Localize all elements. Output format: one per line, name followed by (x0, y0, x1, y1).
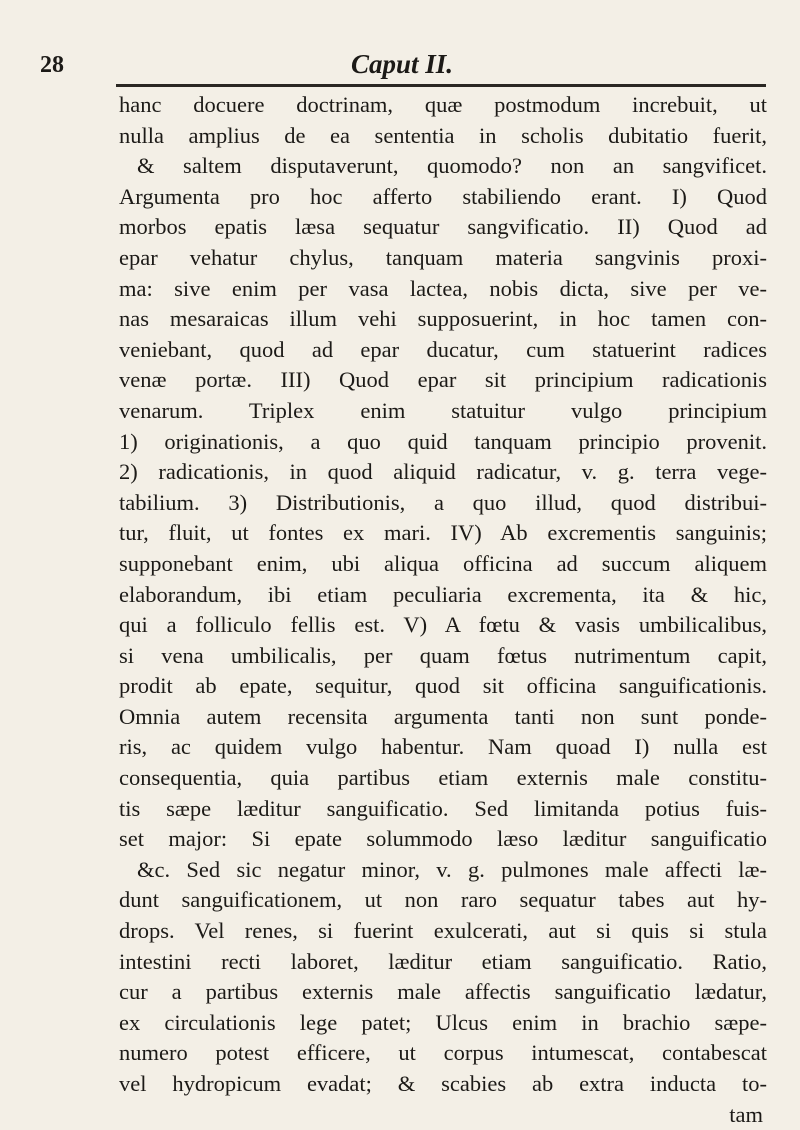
text-line: consequentia, quia partibus etiam externis male constitu- (119, 765, 767, 791)
text-line: tis sæpe læditur sanguificatio. Sed limitanda potius fuis- (119, 795, 767, 821)
text-line: ex circulationis lege patet; Ulcus enim in brachio sæpe- (119, 1009, 767, 1035)
text-line: set major: Si epate solummodo læso læditur sanguificatio (119, 826, 767, 852)
text-line: Argumenta pro hoc afferto stabiliendo erant. I) Quod (119, 183, 767, 209)
page-number: 28 (40, 52, 64, 78)
text-line: numero potest efficere, ut corpus intumescat, contabescat (119, 1040, 767, 1066)
running-head: Caput II. (351, 49, 454, 79)
text-line: & saltem disputaverunt, quomodo? non an sangvificet. (137, 153, 767, 179)
text-line: cur a partibus externis male affectis sanguificatio lædatur, (119, 979, 767, 1005)
header-rule (116, 84, 766, 87)
text-line: dunt sanguificationem, ut non raro sequatur tabes aut hy- (119, 887, 767, 913)
text-line: 1) originationis, a quo quid tanquam principio provenit. (119, 428, 767, 454)
text-line: ma: sive enim per vasa lactea, nobis dicta, sive per ve- (119, 275, 767, 301)
text-line: qui a folliculo fellis est. V) A fœtu & vasis umbilicalibus, (119, 612, 767, 638)
body-text (119, 90, 767, 1130)
text-line: Omnia autem recensita argumenta tanti non sunt ponde- (119, 703, 767, 729)
text-line: tabilium. 3) Distributionis, a quo illud, quod distribui- (119, 489, 767, 515)
text-line: tur, fluit, ut fontes ex mari. IV) Ab excrementis sanguinis; (119, 520, 767, 546)
text-line: nulla amplius de ea sententia in scholis dubitatio fuerit, (119, 122, 767, 148)
text-line: venarum. Triplex enim statuitur vulgo principium (119, 397, 767, 423)
text-line: morbos epatis læsa sequatur sangvificatio. II) Quod ad (119, 214, 767, 240)
text-line: hanc docuere doctrinam, quæ postmodum increbuit, ut (119, 92, 767, 117)
text-line: si vena umbilicalis, per quam fœtus nutrimentum capit, (119, 642, 767, 668)
text-line: 2) radicationis, in quod aliquid radicatur, v. g. terra vege- (119, 459, 767, 485)
text-line: prodit ab epate, sequitur, quod sit officina sanguificationis. (119, 673, 767, 699)
text-line: drops. Vel renes, si fuerint exulcerati, aut si quis si stula (119, 918, 767, 944)
text-line: epar vehatur chylus, tanquam materia sangvinis proxi- (119, 244, 767, 270)
text-line: intestini recti laboret, læditur etiam sanguificatio. Ratio, (119, 948, 767, 974)
text-line: elaborandum, ibi etiam peculiaria excrementa, ita & hic, (119, 581, 767, 607)
text-line: supponebant enim, ubi aliqua officina ad succum aliquem (119, 550, 767, 576)
text-line: veniebant, quod ad epar ducatur, cum statuerint radices (119, 336, 767, 362)
text-line: ris, ac quidem vulgo habentur. Nam quoad I) nulla est (119, 734, 767, 760)
text-line: venæ portæ. III) Quod epar sit principium radicationis (119, 367, 767, 393)
text-line: &c. Sed sic negatur minor, v. g. pulmones male affecti læ- (137, 856, 767, 882)
text-line: nas mesaraicas illum vehi supposuerint, in hoc tamen con- (119, 306, 767, 332)
catchword: tam (729, 1101, 763, 1127)
text-line: vel hydropicum evadat; & scabies ab extra inducta to- (119, 1071, 767, 1096)
